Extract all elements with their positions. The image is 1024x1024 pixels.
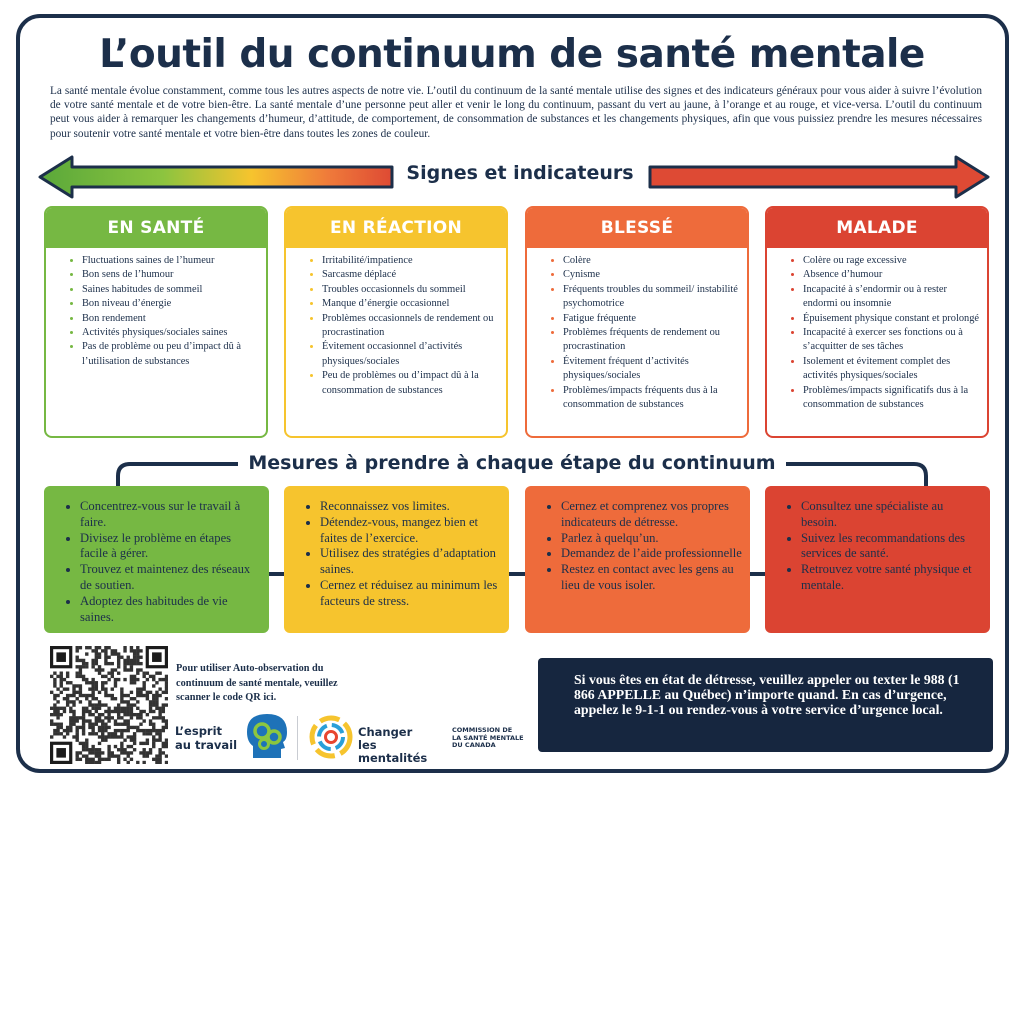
- list-item: • Fréquents troubles du sommeil/ instabilité psychomotrice: [563, 283, 741, 312]
- list-item: • Parlez à quelqu’un.: [561, 531, 742, 547]
- action-list: [284, 499, 509, 610]
- changer-les-mentalites-logo: [308, 714, 448, 765]
- list-item: • Manque d’énergie occasionnel: [322, 297, 500, 311]
- commission-logo-line: COMMISSION DE: [452, 726, 513, 734]
- action-list: [525, 499, 750, 594]
- list-item: • Pas de problème ou peu d’impact dû à l’utilisation de substances: [82, 340, 260, 369]
- intro-paragraph: La santé mentale évolue constamment, comme tous les autres aspects de notre vie. L’outil du continuum de la santé mentale utilise des signes et des indicateurs généraux pour vous aider à suivre l’évolution de votre santé mentale et de votre bien-être. La santé mentale d’une personne peut aller et venir le long du continuum, passant du vert au jaune, à l’orange et au rouge, et vice-versa. L’outil du continuum peut vous aider à remarquer les changements d’humeur, d’attitude, de comportement, de consommation de substances et les changements physiques, afin que vous puissiez prendre les mesures nécessaires pour soutenir votre santé mentale et votre bien-être dans toutes les zones de couleur.: [50, 85, 982, 140]
- crisis-message: Si vous êtes en état de détresse, veuillez appeler ou texter le 988 (1 866 APPELLE au Québec) n’importe quand. En cas d’urgence, appelez le 9-1-1 ou rendez-vous à votre service d’urgence local.: [538, 658, 993, 752]
- list-item: • Activités physiques/sociales saines: [82, 326, 260, 340]
- list-item: • Colère: [563, 254, 741, 268]
- list-item: • Consultez une spécialiste au besoin.: [801, 499, 982, 531]
- stage-label: EN RÉACTION: [286, 208, 506, 248]
- list-item: • Sarcasme déplacé: [322, 268, 500, 282]
- action-card-ill: [765, 486, 990, 633]
- list-item: • Peu de problèmes ou d’impact dû à la consommation de substances: [322, 369, 500, 398]
- list-item: • Colère ou rage excessive: [803, 254, 981, 268]
- list-item: • Isolement et évitement complet des activités physiques/sociales: [803, 355, 981, 384]
- action-card-healthy: [44, 486, 269, 633]
- list-item: • Problèmes/impacts fréquents dus à la consommation de substances: [563, 384, 741, 413]
- action-card-reacting: [284, 486, 509, 633]
- qr-code-icon[interactable]: [50, 646, 168, 764]
- list-item: • Problèmes/impacts significatifs dus à la consommation de substances: [803, 384, 981, 413]
- list-item: • Cernez et comprenez vos propres indicateurs de détresse.: [561, 499, 742, 531]
- list-item: • Problèmes fréquents de rendement ou procrastination: [563, 326, 741, 355]
- action-list: [765, 499, 990, 594]
- esprit-logo-line: au travail: [175, 738, 238, 752]
- list-item: • Utilisez des stratégies d’adaptation saines.: [320, 546, 501, 578]
- head-gears-icon: [245, 712, 291, 762]
- list-item: • Divisez le problème en étapes facile à gérer.: [80, 531, 261, 563]
- list-item: • Bon niveau d’énergie: [82, 297, 260, 311]
- rings-icon: [308, 714, 354, 760]
- list-item: • Incapacité à exercer ses fonctions ou à s’acquitter de ses tâches: [803, 326, 981, 355]
- logo-divider: [297, 716, 298, 760]
- list-item: • Absence d’humour: [803, 268, 981, 282]
- list-item: • Trouvez et maintenez des réseaux de soutien.: [80, 562, 261, 594]
- changer-logo-text: [358, 726, 448, 765]
- commission-logo-line: DU CANADA: [452, 741, 496, 749]
- list-item: • Évitement occasionnel d’activités physiques/sociales: [322, 340, 500, 369]
- changer-logo-line: les mentalités: [358, 738, 428, 765]
- list-item: • Reconnaissez vos limites.: [320, 499, 501, 515]
- list-item: • Troubles occasionnels du sommeil: [322, 283, 500, 297]
- list-item: • Fatigue fréquente: [563, 312, 741, 326]
- list-item: • Adoptez des habitudes de vie saines.: [80, 594, 261, 626]
- list-item: • Incapacité à s’endormir ou à rester endormi ou insomnie: [803, 283, 981, 312]
- esprit-logo-text: [175, 724, 237, 752]
- list-item: • Bon sens de l’humour: [82, 268, 260, 282]
- qr-instructions: Pour utiliser Auto-observation du continuum de santé mentale, veuillez scanner le code QR ici.: [176, 663, 338, 703]
- list-item: • Cynisme: [563, 268, 741, 282]
- changer-logo-line: Changer: [358, 725, 413, 739]
- list-item: • Concentrez-vous sur le travail à faire.: [80, 499, 261, 531]
- esprit-logo-line: L’esprit: [175, 724, 223, 738]
- stage-label: EN SANTÉ: [46, 208, 266, 248]
- commission-logo: [452, 727, 524, 750]
- page-title: L’outil du continuum de santé mentale: [99, 32, 925, 77]
- list-item: • Détendez-vous, mangez bien et faites de l’exercice.: [320, 515, 501, 547]
- list-item: • Épuisement physique constant et prolongé: [803, 312, 981, 326]
- esprit-au-travail-logo: [175, 712, 303, 764]
- list-item: • Suivez les recommandations des services de santé.: [801, 531, 982, 563]
- list-item: • Retrouvez votre santé physique et mentale.: [801, 562, 982, 594]
- list-item: • Demandez de l’aide professionnelle: [561, 546, 742, 562]
- stage-label: MALADE: [767, 208, 987, 248]
- list-item: • Problèmes occasionnels de rendement ou procrastination: [322, 312, 500, 341]
- action-card-injured: [525, 486, 750, 633]
- list-item: • Irritabilité/impatience: [322, 254, 500, 268]
- commission-logo-line: LA SANTÉ MENTALE: [452, 733, 524, 742]
- actions-heading: Mesures à prendre à chaque étape du continuum: [238, 452, 786, 474]
- list-item: • Restez en contact avec les gens au lieu de vous isoler.: [561, 562, 742, 594]
- signs-heading: Signes et indicateurs: [406, 162, 634, 184]
- list-item: • Évitement fréquent d’activités physiques/sociales: [563, 355, 741, 384]
- list-item: • Saines habitudes de sommeil: [82, 283, 260, 297]
- stage-label: BLESSÉ: [527, 208, 747, 248]
- list-item: • Fluctuations saines de l’humeur: [82, 254, 260, 268]
- action-list: [44, 499, 269, 625]
- list-item: • Cernez et réduisez au minimum les facteurs de stress.: [320, 578, 501, 610]
- list-item: • Bon rendement: [82, 312, 260, 326]
